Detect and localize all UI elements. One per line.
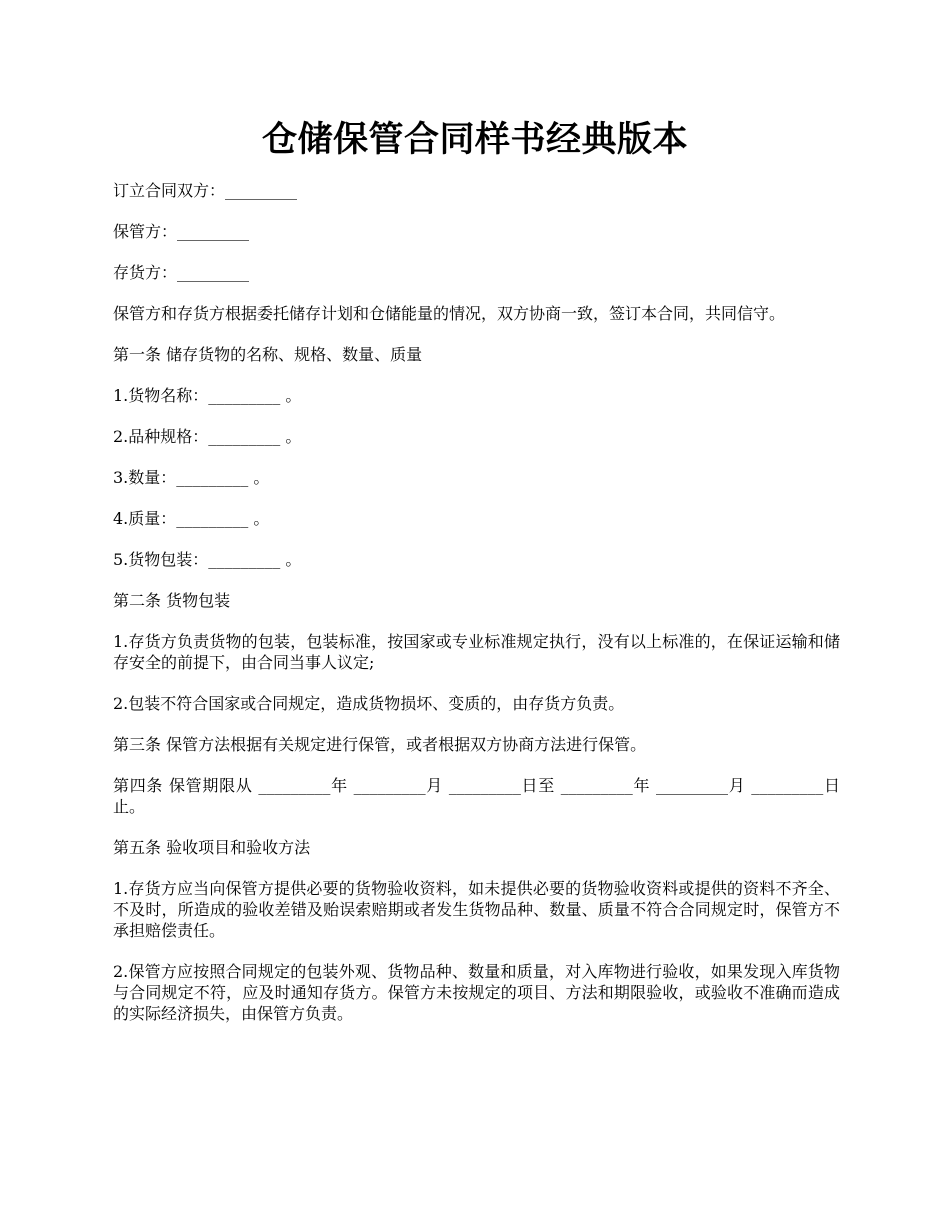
article-1-item-3: 3.数量：_________ 。 — [113, 468, 270, 487]
article-2-item-2: 2.包装不符合国家或合同规定，造成货物损坏、变质的，由存货方负责。 — [113, 694, 625, 713]
paragraph-parties: 订立合同双方：_________ — [113, 181, 298, 200]
article-1-item-5: 5.货物包装：_________ 。 — [113, 550, 302, 569]
article-5-item-1: 1.存货方应当向保管方提供必要的货物验收资料，如未提供必要的货物验收资料或提供的资料不齐全、不及时，所造成的验收差错及贻误索赔期或者发生货物品种、数量、质量不符合合同规定时，保管方不承担赔偿责任。 — [113, 879, 840, 940]
paragraph-depositor: 存货方：_________ — [113, 263, 250, 282]
article-5-heading: 第五条 验收项目和验收方法 — [113, 838, 311, 857]
article-4: 第四条 保管期限从 _________年 _________月 _________日至 _________年 _________月 _________日止。 — [113, 776, 840, 816]
article-2-item-1: 1.存货方负责货物的包装，包装标准，按国家或专业标准规定执行，没有以上标准的，在保证运输和储存安全的前提下，由合同当事人议定; — [113, 632, 840, 672]
article-1-item-1: 1.货物名称：_________ 。 — [113, 386, 302, 405]
article-1-item-2: 2.品种规格：_________ 。 — [113, 427, 302, 446]
article-3: 第三条 保管方法根据有关规定进行保管，或者根据双方协商方法进行保管。 — [113, 735, 647, 754]
paragraph-custodian: 保管方：_________ — [113, 222, 250, 241]
document-title: 仓储保管合同样书经典版本 — [261, 120, 688, 160]
article-1-heading: 第一条 储存货物的名称、规格、数量、质量 — [113, 345, 423, 364]
paragraph-preamble: 保管方和存货方根据委托储存计划和仓储能量的情况，双方协商一致，签订本合同，共同信守。 — [113, 304, 786, 323]
article-1-item-4: 4.质量：_________ 。 — [113, 509, 270, 528]
article-5-item-2: 2.保管方应按照合同规定的包装外观、货物品种、数量和质量，对入库物进行验收，如果发现入库货物与合同规定不符，应及时通知存货方。保管方未按规定的项目、方法和期限验收，或验收不准确而造成的实际经济损失，由保管方负责。 — [113, 962, 840, 1023]
article-2-heading: 第二条 货物包装 — [113, 591, 231, 610]
document-body — [113, 180, 840, 1044]
